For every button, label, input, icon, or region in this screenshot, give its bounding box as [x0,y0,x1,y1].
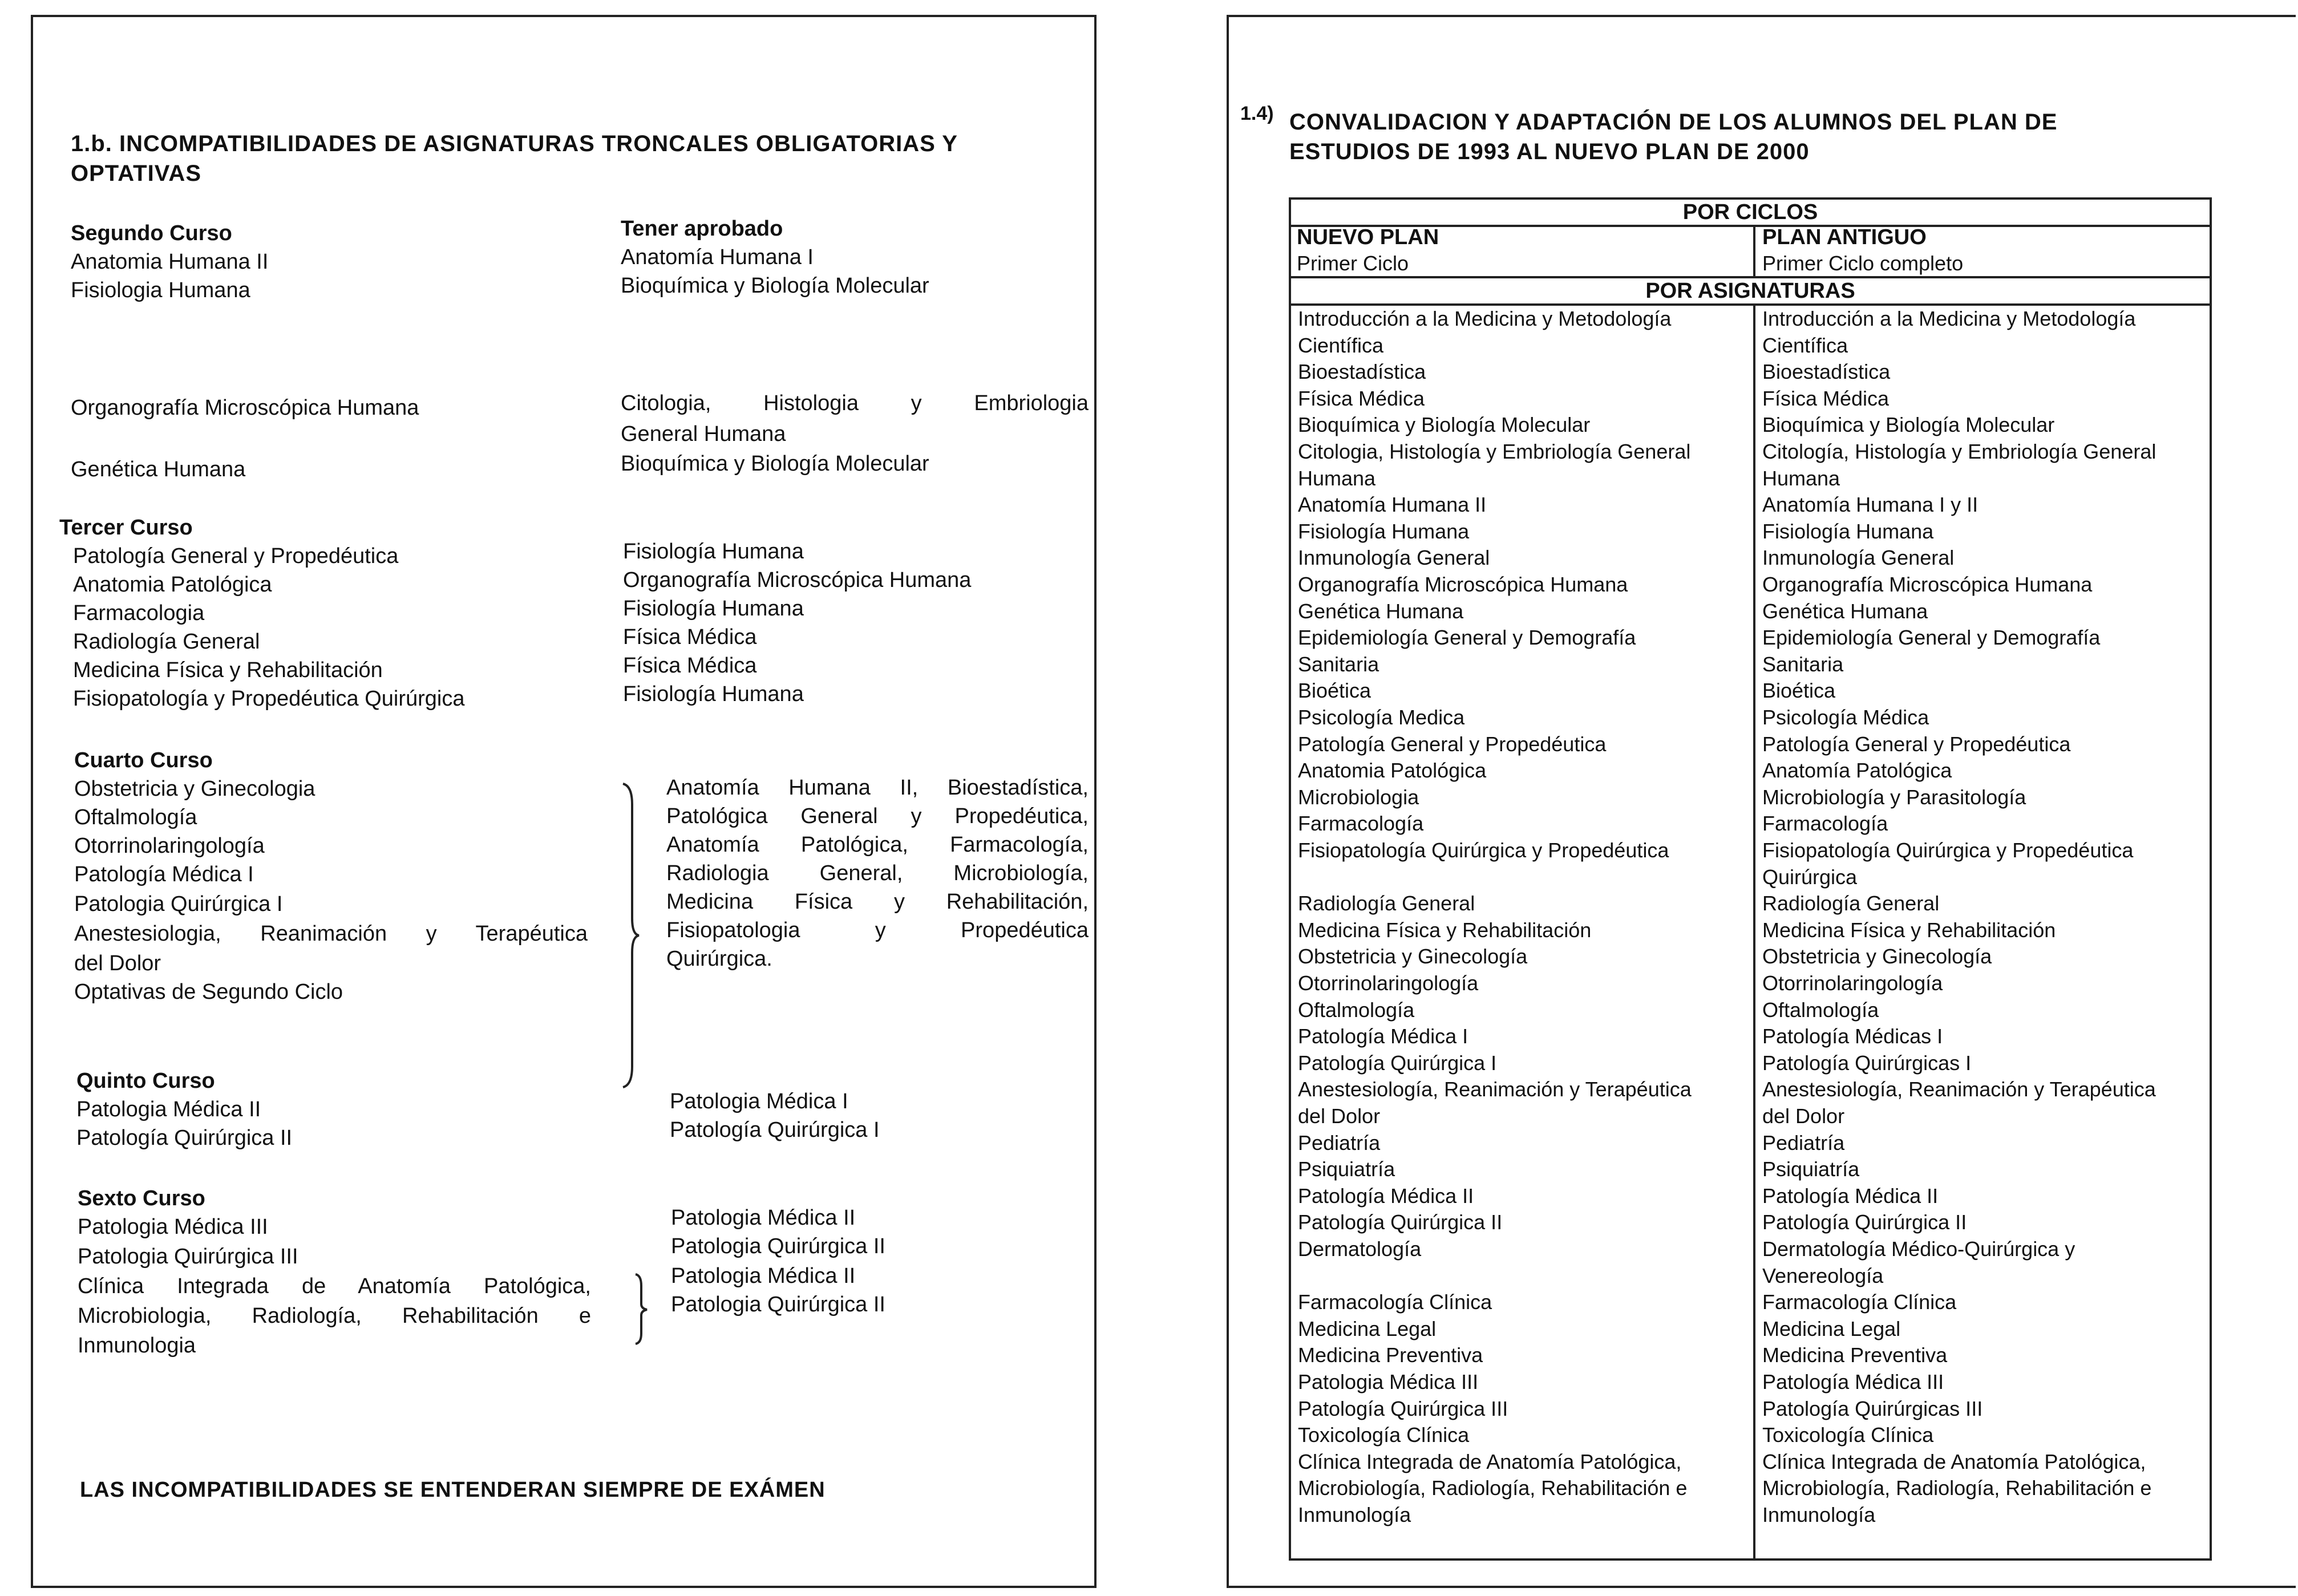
requirement-item: Fisiopatologia y Propedéutica [666,918,1089,942]
course-item: Patología Quirúrgica II [76,1126,293,1150]
table-cell-nuevo: Patologia Médica III [1298,1370,1479,1394]
requirement-item: General Humana [621,422,786,446]
requirement-item: Física Médica [623,625,757,649]
course-item: Fisiologia Humana [71,278,250,302]
table-cell-antiguo: Venereología [1762,1263,1884,1287]
convalidation-table [1289,197,2212,1561]
col-header-plan-antiguo: PLAN ANTIGUO [1762,225,1927,249]
requirement-item: Quirúrgica. [666,947,772,971]
course-item: Fisiopatología y Propedéutica Quirúrgica [73,687,465,711]
table-cell-antiguo: Inmunología [1762,1503,1876,1526]
table-cell-antiguo: Citología, Histología y Embriología General [1762,440,2157,463]
table-cell-antiguo: Microbiología, Radiología, Rehabilitación e [1762,1476,2152,1500]
table-cell-nuevo: Medicina Legal [1298,1317,1437,1340]
table-cell-nuevo: Dermatología [1298,1237,1422,1261]
table-cell-nuevo: Física Médica [1298,386,1425,410]
table-cell-nuevo: Bioética [1298,679,1371,703]
table-cell-nuevo: Bioquímica y Biología Molecular [1298,413,1591,437]
column-divider [1753,303,1755,1558]
segundo-title: Segundo Curso [71,221,232,245]
table-cell-nuevo: Científica [1298,333,1384,357]
table-cell-nuevo: Farmacología Clínica [1298,1290,1492,1314]
table-cell-nuevo: Bioestadística [1298,360,1426,384]
course-item: Inmunologia [78,1334,196,1358]
requirement-item: Patologia Médica II [671,1206,856,1230]
table-cell-antiguo: Medicina Legal [1762,1317,1901,1340]
curly-brace-icon [633,1272,650,1346]
table-cell-nuevo: Toxicología Clínica [1298,1423,1470,1447]
requirement-item: Bioquímica y Biología Molecular [621,274,929,298]
table-cell-nuevo: Patología Quirúrgica III [1298,1396,1508,1420]
requirement-item: Organografía Microscópica Humana [623,568,972,592]
table-cell-nuevo: Patología Médica II [1298,1184,1474,1208]
table-cell-antiguo: Científica [1762,333,1848,357]
table-cell-antiguo: Inmunología General [1762,546,1955,570]
course-item: Optativas de Segundo Ciclo [74,980,343,1004]
table-cell-nuevo: Microbiologia [1298,785,1419,809]
table-cell-antiguo: Genética Humana [1762,599,1928,623]
table-cell-antiguo: Toxicología Clínica [1762,1423,1934,1447]
course-item: Organografía Microscópica Humana [71,396,419,420]
table-cell-nuevo: Patología Médica I [1298,1024,1468,1048]
table-cell-antiguo: Microbiología y Parasitología [1762,785,2026,809]
table-cell-nuevo: Medicina Física y Rehabilitación [1298,918,1592,942]
table-cell-nuevo: Introducción a la Medicina y Metodología [1298,307,1672,330]
table-cell-antiguo: Anatomía Humana I y II [1762,493,1979,517]
requirement-item: Medicina Física y Rehabilitación, [666,890,1089,914]
table-cell-antiguo: Patología Médica II [1762,1184,1939,1208]
table-cell-antiguo: del Dolor [1762,1104,1845,1128]
course-item: Obstetricia y Ginecologia [74,777,315,801]
table-cell-antiguo: Fisiopatología Quirúrgica y Propedéutica [1762,838,2134,862]
table-cell-nuevo: Medicina Preventiva [1298,1343,1483,1367]
table-cell-antiguo: Bioquímica y Biología Molecular [1762,413,2055,437]
table-cell-nuevo: Humana [1298,466,1376,490]
table-cell-antiguo: Humana [1762,466,1840,490]
requirement-item: Fisiología Humana [623,682,804,706]
requirement-item: Anatomía Humana II, Bioestadística, [666,776,1089,800]
table-cell-nuevo: Anatomia Patológica [1298,759,1487,783]
table-cell-nuevo: Clínica Integrada de Anatomía Patológica, [1298,1449,1682,1473]
left-heading-line2: OPTATIVAS [71,161,201,186]
course-item: Otorrinolaringología [74,834,265,858]
table-cell-antiguo: Farmacología [1762,812,1888,836]
requirement-item: Patológica General y Propedéutica, [666,804,1089,828]
table-cell-antiguo: Medicina Física y Rehabilitación [1762,918,2056,942]
table-cell-nuevo: del Dolor [1298,1104,1381,1128]
table-cell-nuevo: Otorrinolaringología [1298,971,1479,995]
requirement-item: Patologia Médica II [671,1264,856,1288]
table-cell-nuevo: Citologia, Histología y Embriología General [1298,440,1691,463]
table-cell-nuevo: Microbiología, Radiología, Rehabilitación e [1298,1476,1688,1500]
left-page [31,15,1097,1588]
requirement-item: Patologia Médica I [670,1089,848,1113]
cuarto-title: Cuarto Curso [74,748,213,772]
table-cell-nuevo: Oftalmología [1298,998,1415,1022]
requirement-item: Patología Quirúrgica I [670,1118,880,1142]
col-header-tener-aprobado: Tener aprobado [621,217,783,241]
table-cell-antiguo: Patología Médicas I [1762,1024,1943,1048]
table-cell-antiguo: Dermatología Médico-Quirúrgica y [1762,1237,2076,1261]
table-cell-antiguo: Anestesiología, Reanimación y Terapéutica [1762,1077,2156,1101]
table-cell-antiguo: Patología Médica III [1762,1370,1944,1394]
table-cell-antiguo: Bioética [1762,679,1836,703]
course-item: Patología Médica I [74,862,254,886]
course-item: Anatomia Humana II [71,250,269,274]
table-cell-antiguo: Patología Quirúrgicas I [1762,1051,1972,1075]
table-cell-antiguo: Introducción a la Medicina y Metodología [1762,307,2136,330]
course-item: Medicina Física y Rehabilitación [73,658,383,682]
table-cell-antiguo: Sanitaria [1762,652,1844,676]
course-item: Oftalmología [74,805,197,829]
course-item: Patologia Quirúrgica I [74,892,283,916]
table-cell-antiguo: Medicina Preventiva [1762,1343,1948,1367]
right-page [1227,15,2296,1588]
table-cell-nuevo: Patología Quirúrgica I [1298,1051,1497,1075]
col-header-nuevo-plan: NUEVO PLAN [1297,225,1439,249]
table-header-por-asignaturas: POR ASIGNATURAS [1291,276,2210,306]
course-item: Genética Humana [71,457,246,481]
table-cell-antiguo: Anatomía Patológica [1762,759,1952,783]
tercer-title: Tercer Curso [59,516,193,540]
table-cell-nuevo: Patología General y Propedéutica [1298,732,1607,756]
table-cell-antiguo: Oftalmología [1762,998,1879,1022]
table-cell-antiguo: Pediatría [1762,1131,1845,1155]
table-cell-nuevo: Fisiología Humana [1298,519,1470,543]
course-item: Patología General y Propedéutica [73,544,399,568]
requirement-item: Bioquímica y Biología Molecular [621,452,929,476]
table-cell-nuevo: Patología Quirúrgica II [1298,1210,1503,1234]
table-cell-antiguo: Radiología General [1762,892,1940,916]
table-cell-antiguo: Fisiología Humana [1762,519,1934,543]
left-heading-line1: 1.b. INCOMPATIBILIDADES DE ASIGNATURAS TRONCALES OBLIGATORIAS Y [71,131,958,156]
table-cell-nuevo: Anatomía Humana II [1298,493,1487,517]
table-cell-antiguo: Psicología Médica [1762,706,1929,729]
table-cell-antiguo: Obstetricia y Ginecología [1762,945,1992,969]
requirement-item: Radiologia General, Microbiología, [666,861,1089,885]
table-cell-nuevo: Genética Humana [1298,599,1464,623]
right-heading-line2: ESTUDIOS DE 1993 AL NUEVO PLAN DE 2000 [1289,139,1810,164]
right-heading-line1: CONVALIDACION Y ADAPTACIÓN DE LOS ALUMNOS DEL PLAN DE [1289,110,2058,135]
table-cell-nuevo: Inmunología General [1298,546,1490,570]
course-item: Farmacologia [73,601,205,625]
table-cell-antiguo: Psiquiatría [1762,1157,1860,1181]
table-cell-nuevo: Inmunología [1298,1503,1411,1526]
requirement-item: Citologia, Histologia y Embriologia [621,391,1089,415]
column-divider [1753,225,1755,276]
table-cell-nuevo: Radiología General [1298,892,1475,916]
table-cell-nuevo: Anestesiología, Reanimación y Terapéutica [1298,1077,1692,1101]
requirement-item: Fisiología Humana [623,540,804,564]
requirement-item: Física Médica [623,654,757,678]
course-item: Patologia Médica II [76,1097,261,1121]
handwritten-mark: 1.4) [1240,103,1274,124]
course-item: Radiología General [73,630,260,654]
table-cell-antiguo: Organografía Microscópica Humana [1762,573,2093,596]
table-cell-antiguo: Bioestadística [1762,360,1891,384]
table-cell-nuevo: Obstetricia y Ginecología [1298,945,1528,969]
table-cell-nuevo: Fisiopatología Quirúrgica y Propedéutica [1298,838,1669,862]
table-cell-nuevo: Psiquiatría [1298,1157,1395,1181]
requirement-item: Patologia Quirúrgica II [671,1234,885,1258]
course-item: Microbiologia, Radiología, Rehabilitación e [78,1304,591,1328]
table-cell-nuevo: Sanitaria [1298,652,1379,676]
requirement-item: Fisiología Humana [623,597,804,621]
table-cell-nuevo: Psicología Medica [1298,706,1465,729]
table-cell-antiguo: Otorrinolaringología [1762,971,1943,995]
table-cell-antiguo: Patología Quirúrgica II [1762,1210,1967,1234]
quinto-title: Quinto Curso [76,1069,215,1093]
course-item: Anatomia Patológica [73,573,272,597]
requirement-item: Anatomía Patológica, Farmacología, [666,833,1089,857]
table-cell-antiguo: Farmacología Clínica [1762,1290,1957,1314]
table-cell-antiguo: Patología Quirúrgicas III [1762,1396,1983,1420]
table-cell-antiguo: Patología General y Propedéutica [1762,732,2071,756]
left-footer-note: LAS INCOMPATIBILIDADES SE ENTENDERAN SIEMPRE DE EXÁMEN [80,1478,826,1502]
requirement-item: Patologia Quirúrgica II [671,1293,885,1317]
course-item: Patologia Médica III [78,1215,268,1239]
course-item: Patologia Quirúrgica III [78,1245,298,1269]
course-item: del Dolor [74,951,161,975]
curly-brace-icon [620,781,642,1089]
table-cell-antiguo: Epidemiología General y Demografía [1762,626,2101,650]
requirement-item: Anatomía Humana I [621,245,814,269]
sexto-title: Sexto Curso [78,1186,205,1210]
table-cell-nuevo: Pediatría [1298,1131,1381,1155]
ciclo-new: Primer Ciclo [1297,252,1409,275]
table-cell-antiguo: Física Médica [1762,386,1890,410]
table-header-por-ciclos: POR CICLOS [1291,200,2210,227]
course-item: Clínica Integrada de Anatomía Patológica, [78,1274,591,1298]
table-cell-nuevo: Epidemiología General y Demografía [1298,626,1636,650]
course-item: Anestesiologia, Reanimación y Terapéutica [74,922,588,946]
table-cell-antiguo: Clínica Integrada de Anatomía Patológica, [1762,1449,2146,1473]
table-cell-nuevo: Organografía Microscópica Humana [1298,573,1628,596]
table-cell-nuevo: Farmacología [1298,812,1424,836]
ciclo-old: Primer Ciclo completo [1762,252,1964,275]
table-cell-antiguo: Quirúrgica [1762,865,1858,889]
